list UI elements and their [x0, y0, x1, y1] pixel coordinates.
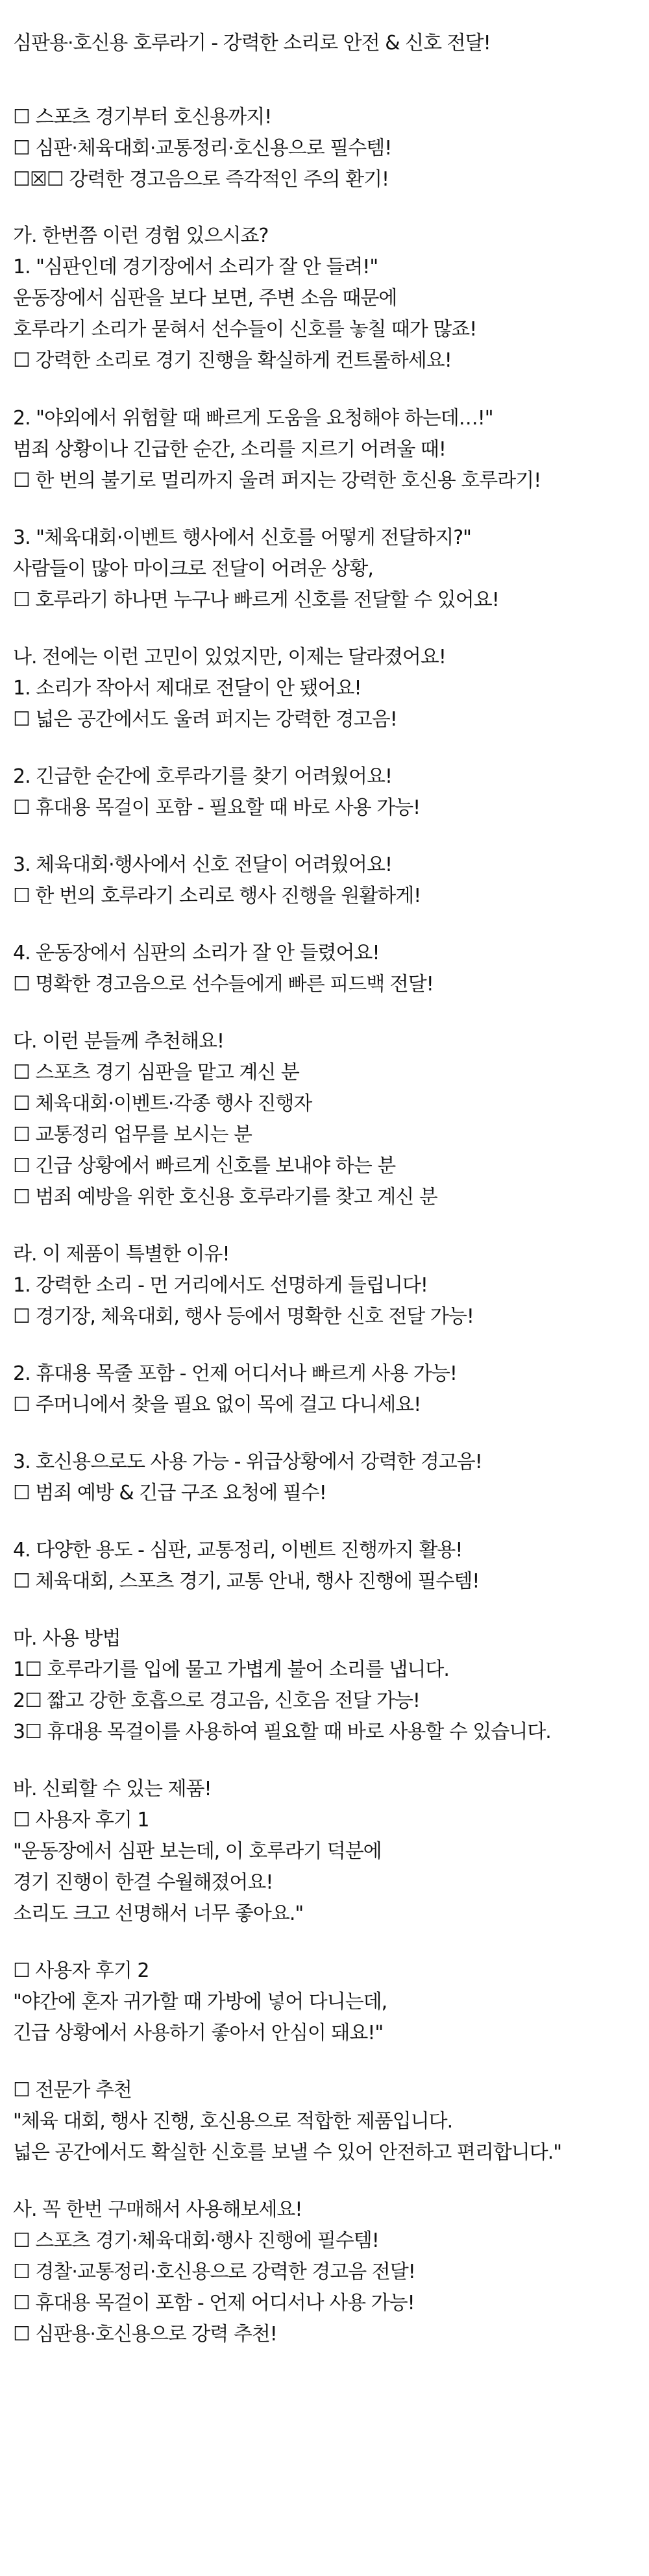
recommend-item: ☐ 체육대회·이벤트·각종 행사 진행자	[13, 1092, 312, 1115]
closing-bullet: ☐ 스포츠 경기·체육대회·행사 진행에 필수템!	[13, 2229, 379, 2252]
section-line: 3. 호신용으로도 사용 가능 - 위급상황에서 강력한 경고음!	[13, 1451, 482, 1473]
section-line: 2. 휴대용 목줄 포함 - 언제 어디서나 빠르게 사용 가능!	[13, 1362, 457, 1385]
intro-bullet: ☐☒☐ 강력한 경고음으로 즉각적인 주의 환기!	[13, 168, 389, 191]
section-line: 운동장에서 심판을 보다 보면, 주변 소음 때문에	[13, 287, 397, 310]
section-line: ☐ 체육대회, 스포츠 경기, 교통 안내, 행사 진행에 필수템!	[13, 1570, 480, 1593]
section-line: 1. 강력한 소리 - 먼 거리에서도 선명하게 들립니다!	[13, 1274, 428, 1297]
review-label: ☐ 사용자 후기 1	[13, 1809, 149, 1832]
section-line: 범죄 상황이나 긴급한 순간, 소리를 지르기 어려울 때!	[13, 438, 446, 461]
review-label: ☐ 사용자 후기 2	[13, 1959, 149, 1982]
document-title: 심판용·호신용 호루라기 - 강력한 소리로 안전 & 신호 전달!	[13, 32, 491, 55]
section-line: ☐ 명확한 경고음으로 선수들에게 빠른 피드백 전달!	[13, 973, 434, 996]
section-heading: 마. 사용 방법	[13, 1627, 121, 1650]
usage-step: 3☐ 휴대용 목걸이를 사용하여 필요할 때 바로 사용할 수 있습니다.	[13, 1721, 551, 1743]
review-text: "체육 대회, 행사 진행, 호신용으로 적합한 제품입니다.	[13, 2110, 453, 2133]
section-heading: 나. 전에는 이런 고민이 있었지만, 이제는 달라졌어요!	[13, 646, 446, 669]
closing-bullet: ☐ 휴대용 목걸이 포함 - 언제 어디서나 사용 가능!	[13, 2292, 415, 2314]
section-line: ☐ 주머니에서 찾을 필요 없이 목에 걸고 다니세요!	[13, 1393, 421, 1416]
section-line: ☐ 범죄 예방 & 긴급 구조 요청에 필수!	[13, 1482, 326, 1504]
section-heading: 다. 이런 분들께 추천해요!	[13, 1030, 224, 1053]
section-line: ☐ 경기장, 체육대회, 행사 등에서 명확한 신호 전달 가능!	[13, 1305, 474, 1328]
section-line: ☐ 호루라기 하나면 누구나 빠르게 신호를 전달할 수 있어요!	[13, 589, 499, 611]
section-line: ☐ 강력한 소리로 경기 진행을 확실하게 컨트롤하세요!	[13, 349, 452, 372]
section-line: 4. 운동장에서 심판의 소리가 잘 안 들렸어요!	[13, 942, 380, 964]
intro-bullet: ☐ 스포츠 경기부터 호신용까지!	[13, 106, 272, 129]
section-line: ☐ 한 번의 불기로 멀리까지 울려 퍼지는 강력한 호신용 호루라기!	[13, 469, 541, 492]
section-heading: 가. 한번쯤 이런 경험 있으시죠?	[13, 225, 269, 247]
section-line: 3. "체육대회·이벤트 행사에서 신호를 어떻게 전달하지?"	[13, 526, 471, 549]
recommend-item: ☐ 스포츠 경기 심판을 맡고 계신 분	[13, 1061, 299, 1084]
closing-bullet: ☐ 경찰·교통정리·호신용으로 강력한 경고음 전달!	[13, 2261, 415, 2283]
section-line: ☐ 한 번의 호루라기 소리로 행사 진행을 원활하게!	[13, 885, 421, 907]
review-label: ☐ 전문가 추천	[13, 2079, 132, 2102]
section-line: ☐ 넓은 공간에서도 울려 퍼지는 강력한 경고음!	[13, 708, 397, 731]
section-line: 호루라기 소리가 묻혀서 선수들이 신호를 놓칠 때가 많죠!	[13, 318, 477, 341]
review-text: 소리도 크고 선명해서 너무 좋아요."	[13, 1902, 304, 1925]
review-text: "운동장에서 심판 보는데, 이 호루라기 덕분에	[13, 1840, 382, 1863]
recommend-item: ☐ 범죄 예방을 위한 호신용 호루라기를 찾고 계신 분	[13, 1186, 437, 1208]
review-text: 경기 진행이 한결 수월해졌어요!	[13, 1871, 273, 1894]
section-line: 2. "야외에서 위험할 때 빠르게 도움을 요청해야 하는데…!"	[13, 407, 493, 430]
section-heading: 사. 꼭 한번 구매해서 사용해보세요!	[13, 2198, 302, 2221]
review-text: 넓은 공간에서도 확실한 신호를 보낼 수 있어 안전하고 편리합니다."	[13, 2141, 562, 2164]
section-line: 2. 긴급한 순간에 호루라기를 찾기 어려웠어요!	[13, 765, 392, 788]
section-line: 4. 다양한 용도 - 심판, 교통정리, 이벤트 진행까지 활용!	[13, 1539, 463, 1562]
review-text: "야간에 혼자 귀가할 때 가방에 넣어 다니는데,	[13, 1991, 387, 2013]
closing-bullet: ☐ 심판용·호신용으로 강력 추천!	[13, 2323, 277, 2346]
recommend-item: ☐ 긴급 상황에서 빠르게 신호를 보내야 하는 분	[13, 1155, 396, 1177]
section-line: 3. 체육대회·행사에서 신호 전달이 어려웠어요!	[13, 853, 392, 876]
section-line: 사람들이 많아 마이크로 전달이 어려운 상황,	[13, 558, 373, 580]
section-line: ☐ 휴대용 목걸이 포함 - 필요할 때 바로 사용 가능!	[13, 796, 421, 819]
review-text: 긴급 상황에서 사용하기 좋아서 안심이 돼요!"	[13, 2022, 384, 2044]
recommend-item: ☐ 교통정리 업무를 보시는 분	[13, 1123, 252, 1146]
intro-bullet: ☐ 심판·체육대회·교통정리·호신용으로 필수템!	[13, 137, 392, 160]
section-heading: 라. 이 제품이 특별한 이유!	[13, 1243, 230, 1266]
section-line: 1. "심판인데 경기장에서 소리가 잘 안 들려!"	[13, 256, 378, 278]
usage-step: 2☐ 짧고 강한 호흡으로 경고음, 신호음 전달 가능!	[13, 1689, 420, 1712]
section-line: 1. 소리가 작아서 제대로 전달이 안 됐어요!	[13, 677, 361, 700]
usage-step: 1☐ 호루라기를 입에 물고 가볍게 불어 소리를 냅니다.	[13, 1658, 449, 1681]
section-heading: 바. 신뢰할 수 있는 제품!	[13, 1778, 212, 1800]
